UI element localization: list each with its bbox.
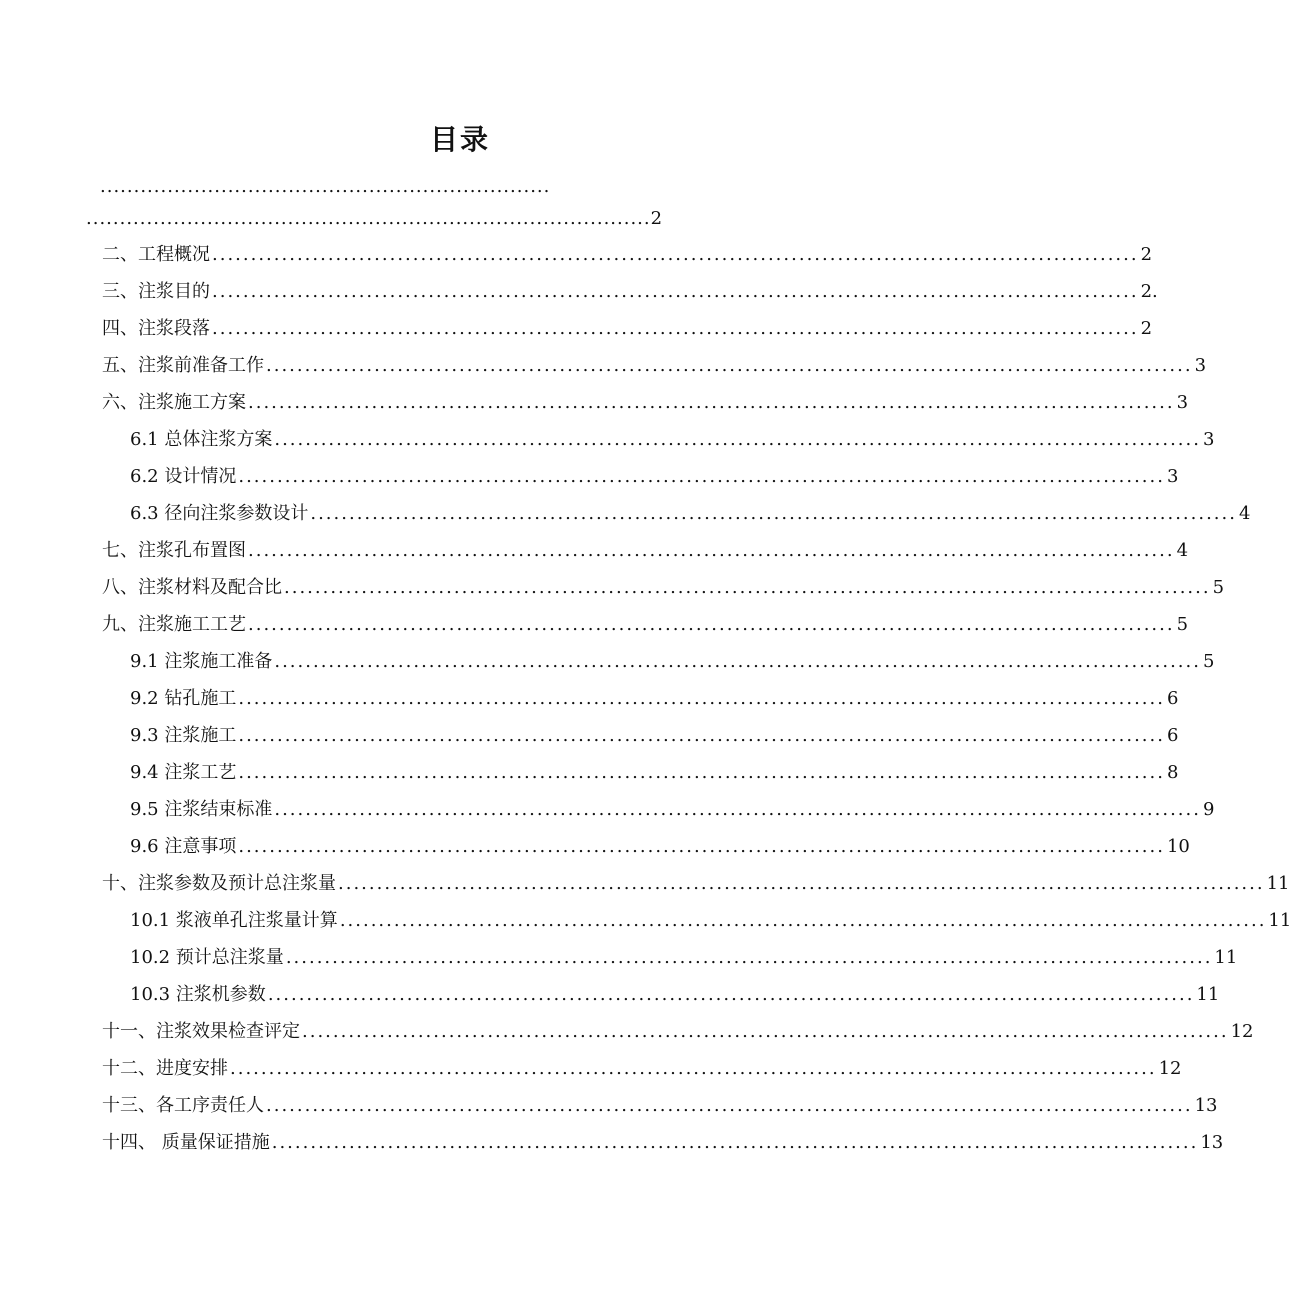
toc-entry-label: 6.3 径向注浆参数设计 [130,503,309,524]
toc-entry[interactable] [102,1017,1254,1047]
toc-entry[interactable] [130,832,1190,862]
toc-entry[interactable] [102,869,1290,899]
toc-entry[interactable] [130,758,1179,788]
toc-entry[interactable] [130,684,1179,714]
toc-entry-label: 6.2 设计情况 [130,466,237,487]
toc-leader: ........................................................................................................................ [266,355,1193,376]
toc-leader: ........................................................................................................................ [248,540,1175,561]
toc-entry-label: 五、注浆前准备工作 [102,355,264,376]
toc-entry[interactable] [130,425,1215,455]
toc-page-number: 2 [650,208,663,229]
toc-page-number: 3 [1166,466,1179,487]
toc-leader: ........................................................................................................................ [284,577,1211,598]
toc-entry-label: 10.3 注浆机参数 [130,984,266,1005]
toc-entry-label: 四、注浆段落 [102,318,210,339]
toc-entry-label: 9.1 注浆施工准备 [130,651,273,672]
toc-page-number: 2 [1140,244,1153,265]
toc-entry-label: 9.3 注浆施工 [130,725,237,746]
toc-entry[interactable] [102,536,1189,566]
toc-page-number: 2 [1140,318,1153,339]
toc-leader: ........................................................................................................................ [212,244,1139,265]
toc-entry-label: 10.1 浆液单孔注浆量计算 [130,910,338,931]
toc-entry[interactable] [130,721,1179,751]
toc-entry[interactable] [102,1091,1218,1121]
toc-entry-label: 9.5 注浆结束标准 [130,799,273,820]
toc-entry[interactable] [130,499,1251,529]
toc-entry-label: 6.1 总体注浆方案 [130,429,273,450]
toc-leader: ........................................................................................................................ [238,725,1165,746]
toc-entry[interactable] [102,314,1153,344]
toc-entry[interactable] [102,240,1153,270]
toc-leader: ........................................................................................................................ [212,318,1139,339]
toc-leader: ........................................................................................................................ [267,984,1195,1005]
toc-entry-label: 十、注浆参数及预计总注浆量 [102,873,336,894]
toc-entry[interactable] [130,647,1215,677]
toc-entry-label: 9.4 注浆工艺 [130,762,237,783]
toc-page-number: 5 [1176,614,1189,635]
toc-leader: ........................................................................................................................ [302,1021,1229,1042]
toc-leader: ........................................................................................................................ [248,392,1175,413]
toc-page-number: 6 [1166,688,1179,709]
toc-page-number: 9 [1202,799,1215,820]
toc-entry[interactable] [130,462,1179,492]
toc-leader: ........................................................................................................................ [238,466,1165,487]
toc-entry-label: 十四、 质量保证措施 [102,1132,270,1153]
toc-entry[interactable] [102,573,1225,603]
toc-entry[interactable] [130,906,1291,936]
toc-lead-entry[interactable] [86,208,663,230]
toc-entry[interactable] [130,943,1238,973]
toc-entry[interactable] [102,351,1207,381]
toc-entry-label: 三、注浆目的 [102,281,210,302]
toc-leader: ........................................................................................................................ [338,873,1265,894]
toc-lead-dots: ................................................................... [100,176,551,197]
toc-page-number: 5 [1212,577,1225,598]
toc-entry-label: 九、注浆施工工艺 [102,614,246,635]
toc-entry[interactable] [130,795,1215,825]
toc-page-number: 8 [1166,762,1179,783]
toc-entry-label: 八、注浆材料及配合比 [102,577,282,598]
toc-entry-label: 十一、注浆效果检查评定 [102,1021,300,1042]
toc-page-number: 3 [1194,355,1207,376]
toc-page-number: 11 [1196,984,1220,1005]
toc-entry-label: 七、注浆孔布置图 [102,540,246,561]
toc-leader: ........................................................................................................................ [274,651,1201,672]
toc-entry[interactable] [130,980,1220,1010]
toc-page-number: 5 [1202,651,1215,672]
toc-page-number: 2. [1140,281,1158,302]
toc-title: 目录 [429,123,490,156]
toc-page-number: 11 [1214,947,1238,968]
toc-page-number: 6 [1166,725,1179,746]
toc-page-number: 3 [1176,392,1189,413]
toc-leader: ........................................................................................................................ [274,429,1201,450]
toc-entry[interactable] [102,1054,1182,1084]
toc-leader: ........................................................................................................................ [238,762,1165,783]
toc-leader: .................................................................................... [86,208,651,229]
toc-entry-label: 六、注浆施工方案 [102,392,246,413]
toc-page-number: 11 [1266,873,1290,894]
toc-leader: ........................................................................................................................ [271,1132,1199,1153]
toc-entry[interactable] [102,610,1189,640]
toc-page-number: 3 [1202,429,1215,450]
toc-page-number: 11 [1268,910,1291,931]
toc-entry[interactable] [102,1128,1224,1158]
toc-entry[interactable] [102,277,1158,307]
toc-leader: ........................................................................................................................ [212,281,1139,302]
toc-page-number: 4 [1176,540,1189,561]
toc-page-number: 4 [1238,503,1251,524]
toc-leader: ........................................................................................................................ [238,836,1165,857]
toc-leader: ........................................................................................................................ [310,503,1237,524]
toc-leader: ........................................................................................................................ [248,614,1175,635]
toc-page-number: 10 [1166,836,1190,857]
toc-entry-label: 二、工程概况 [102,244,210,265]
toc-page-number: 13 [1200,1132,1224,1153]
toc-page-number: 12 [1158,1058,1182,1079]
toc-entry-label: 十三、各工序责任人 [102,1095,264,1116]
toc-page-number: 12 [1230,1021,1254,1042]
toc-leader: ........................................................................................................................ [285,947,1213,968]
toc-leader: ........................................................................................................................ [274,799,1201,820]
toc-leader: ........................................................................................................................ [238,688,1165,709]
toc-leader: ........................................................................................................................ [266,1095,1193,1116]
toc-entry-label: 9.2 钻孔施工 [130,688,237,709]
toc-entry-label: 十二、进度安排 [102,1058,228,1079]
toc-entry-label: 10.2 预计总注浆量 [130,947,284,968]
toc-entry-label: 9.6 注意事项 [130,836,237,857]
toc-leader: ........................................................................................................................ [339,910,1267,931]
toc-leader: ........................................................................................................................ [230,1058,1157,1079]
toc-page-number: 13 [1194,1095,1218,1116]
toc-entry[interactable] [102,388,1189,418]
